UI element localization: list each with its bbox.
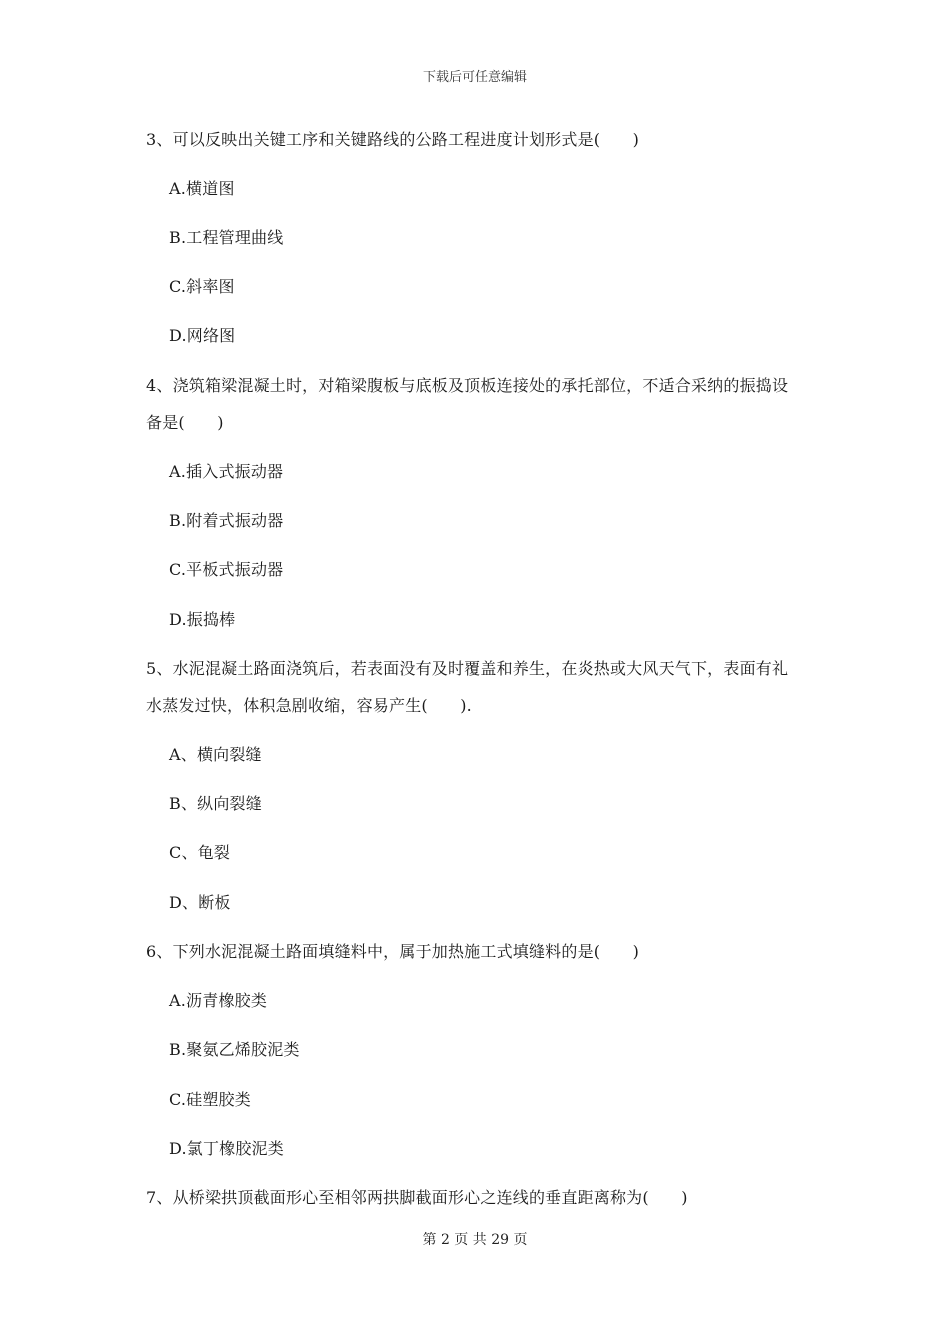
question-5-stem-line-2: 水蒸发过快，体积急剧收缩，容易产生( ). xyxy=(146,696,472,715)
question-4-stem-line-2: 备是( ) xyxy=(146,413,224,432)
question-4-option-a: A.插入式振动器 xyxy=(169,462,284,481)
question-6-option-b: B.聚氨乙烯胶泥类 xyxy=(169,1040,300,1059)
question-6-option-c: C.硅塑胶类 xyxy=(169,1090,251,1109)
question-4-option-b: B.附着式振动器 xyxy=(169,511,284,530)
question-4-stem-line-1: 4、浇筑箱梁混凝土时，对箱梁腹板与底板及顶板连接处的承托部位，不适合采纳的振捣设 xyxy=(146,376,789,395)
question-5-option-b: B、纵向裂缝 xyxy=(169,794,262,813)
page-footer: 第 2 页 共 29 页 xyxy=(422,1232,528,1248)
question-3-option-c: C.斜率图 xyxy=(169,277,235,296)
question-5-stem-line-1: 5、水泥混凝土路面浇筑后，若表面没有及时覆盖和养生，在炎热或大风天气下，表面有礼 xyxy=(146,659,789,678)
question-3-stem-line-1: 3、可以反映出关键工序和关键路线的公路工程进度计划形式是( ) xyxy=(146,130,640,149)
question-5-option-c: C、龟裂 xyxy=(169,843,231,862)
question-4-option-d: D.振捣棒 xyxy=(169,610,236,629)
question-6-option-d: D.氯丁橡胶泥类 xyxy=(169,1139,284,1158)
question-6-option-a: A.沥青橡胶类 xyxy=(169,991,268,1010)
question-5-option-d: D、断板 xyxy=(169,893,231,912)
page-header: 下载后可任意编辑 xyxy=(422,70,527,85)
question-3-option-a: A.横道图 xyxy=(169,179,235,198)
question-3-option-b: B.工程管理曲线 xyxy=(169,228,284,247)
question-4-option-c: C.平板式振动器 xyxy=(169,560,284,579)
question-7-stem-line-1: 7、从桥梁拱顶截面形心至相邻两拱脚截面形心之连线的垂直距离称为( ) xyxy=(146,1188,688,1207)
question-5-option-a: A、横向裂缝 xyxy=(169,745,262,764)
question-3-option-d: D.网络图 xyxy=(169,326,236,345)
question-6-stem-line-1: 6、下列水泥混凝土路面填缝料中，属于加热施工式填缝料的是( ) xyxy=(146,942,640,961)
